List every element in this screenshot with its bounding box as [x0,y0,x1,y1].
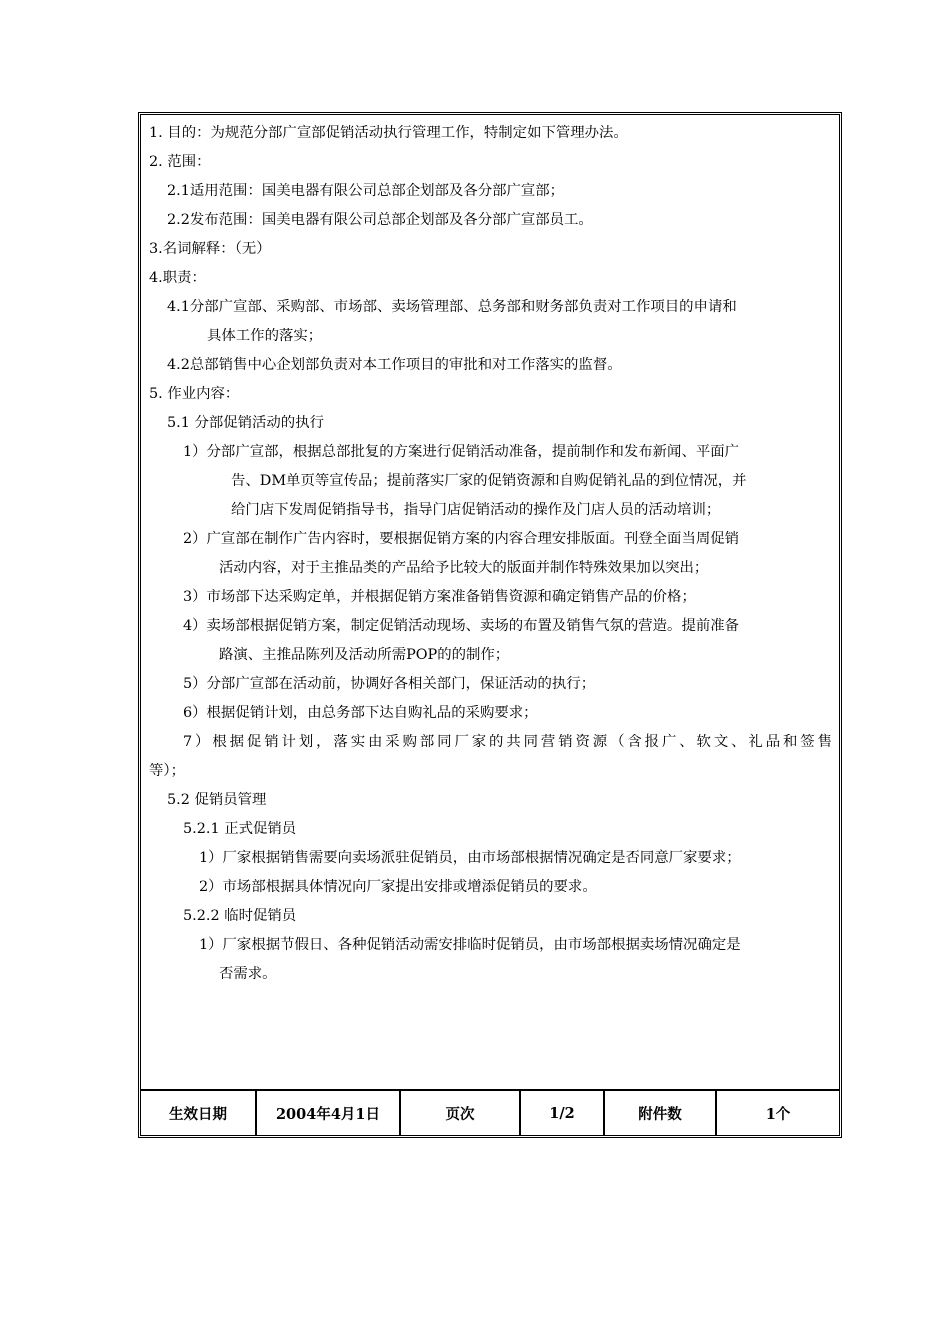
item-5-1-4-cont: 路演、主推品陈列及活动所需POP的的制作； [219,647,510,663]
effective-date-value: 2004年4月1日 [257,1091,401,1135]
item-5-1-5: 5）分部广宣部在活动前，协调好各相关部门，保证活动的执行； [183,676,596,692]
item-5-1-6: 6）根据促销计划，由总务部下达自购礼品的采购要求； [183,705,538,721]
section-5-2-1-heading: 5.2.1 正式促销员 [183,821,297,837]
duty-4-1: 4.1分部广宣部、采购部、市场部、卖场管理部、总务部和财务部负责对工作项目的申请和 [167,299,737,315]
item-5-1-4: 4）卖场部根据促销方案，制定促销活动现场、卖场的布置及销售气氛的营造。提前准备 [183,618,740,634]
scope-applicable: 2.1适用范围：国美电器有限公司总部企划部及各分部广宣部； [167,183,565,199]
item-5-2-1-2: 2）市场部根据具体情况向厂家提出安排或增添促销员的要求。 [199,879,597,895]
attachment-count-label: 附件数 [605,1091,717,1135]
purpose-line: 1. 目的：为规范分部广宣部促销活动执行管理工作，特制定如下管理办法。 [149,125,628,141]
scope-heading: 2. 范围： [149,154,211,170]
duty-4-2: 4.2总部销售中心企划部负责对本工作项目的审批和对工作落实的监督。 [167,357,622,373]
section-5-1-heading: 5.1 分部促销活动的执行 [167,415,324,431]
duty-4-1-cont: 具体工作的落实； [207,328,323,344]
item-5-2-1-1: 1）厂家根据销售需要向卖场派驻促销员，由市场部根据情况确定是否同意厂家要求； [199,850,741,866]
document-frame [138,112,842,1138]
item-5-1-3: 3）市场部下达采购定单，并根据促销方案准备销售资源和确定销售产品的价格； [183,589,696,605]
scope-release: 2.2发布范围：国美电器有限公司总部企划部及各分部广宣部员工。 [167,212,593,228]
item-5-2-2-1-cont: 否需求。 [219,966,277,982]
effective-date-label: 生效日期 [141,1091,257,1135]
page-label: 页次 [401,1091,521,1135]
item-5-1-7: 7）根据促销计划，落实由采购部同厂家的共同营销资源（含报广、软文、礼品和签售 [183,734,832,750]
item-5-1-1-cont-b: 给门店下发周促销指导书，指导门店促销活动的操作及门店人员的活动培训； [231,502,721,518]
document-body [141,115,841,1093]
item-5-1-2: 2）广宣部在制作广告内容时，要根据促销方案的内容合理安排版面。刊登全面当周促销 [183,531,740,547]
section-5-2-heading: 5.2 促销员管理 [167,792,267,808]
attachment-count-value: 1个 [765,1105,791,1123]
definitions-line: 3.名词解释：（无） [149,241,271,257]
item-5-1-1-cont-a: 告、DM单页等宣传品；提前落实厂家的促销资源和自购促销礼品的到位情况，并 [231,473,747,489]
section-5-2-2-heading: 5.2.2 临时促销员 [183,908,297,924]
item-5-1-1: 1）分部广宣部，根据总部批复的方案进行促销活动准备，提前制作和发布新闻、平面广 [183,444,740,460]
item-5-1-2-cont: 活动内容，对于主推品类的产品给予比较大的版面并制作特殊效果加以突出； [219,560,709,576]
item-5-2-2-1: 1）厂家根据节假日、各种促销活动需安排临时促销员，由市场部根据卖场情况确定是 [199,937,741,953]
item-5-1-7-cont: 等）； [149,763,185,779]
footer-table [141,1089,839,1135]
duties-heading: 4.职责： [149,270,206,286]
work-content-heading: 5. 作业内容： [149,386,240,402]
page-value: 1/2 [521,1091,605,1135]
